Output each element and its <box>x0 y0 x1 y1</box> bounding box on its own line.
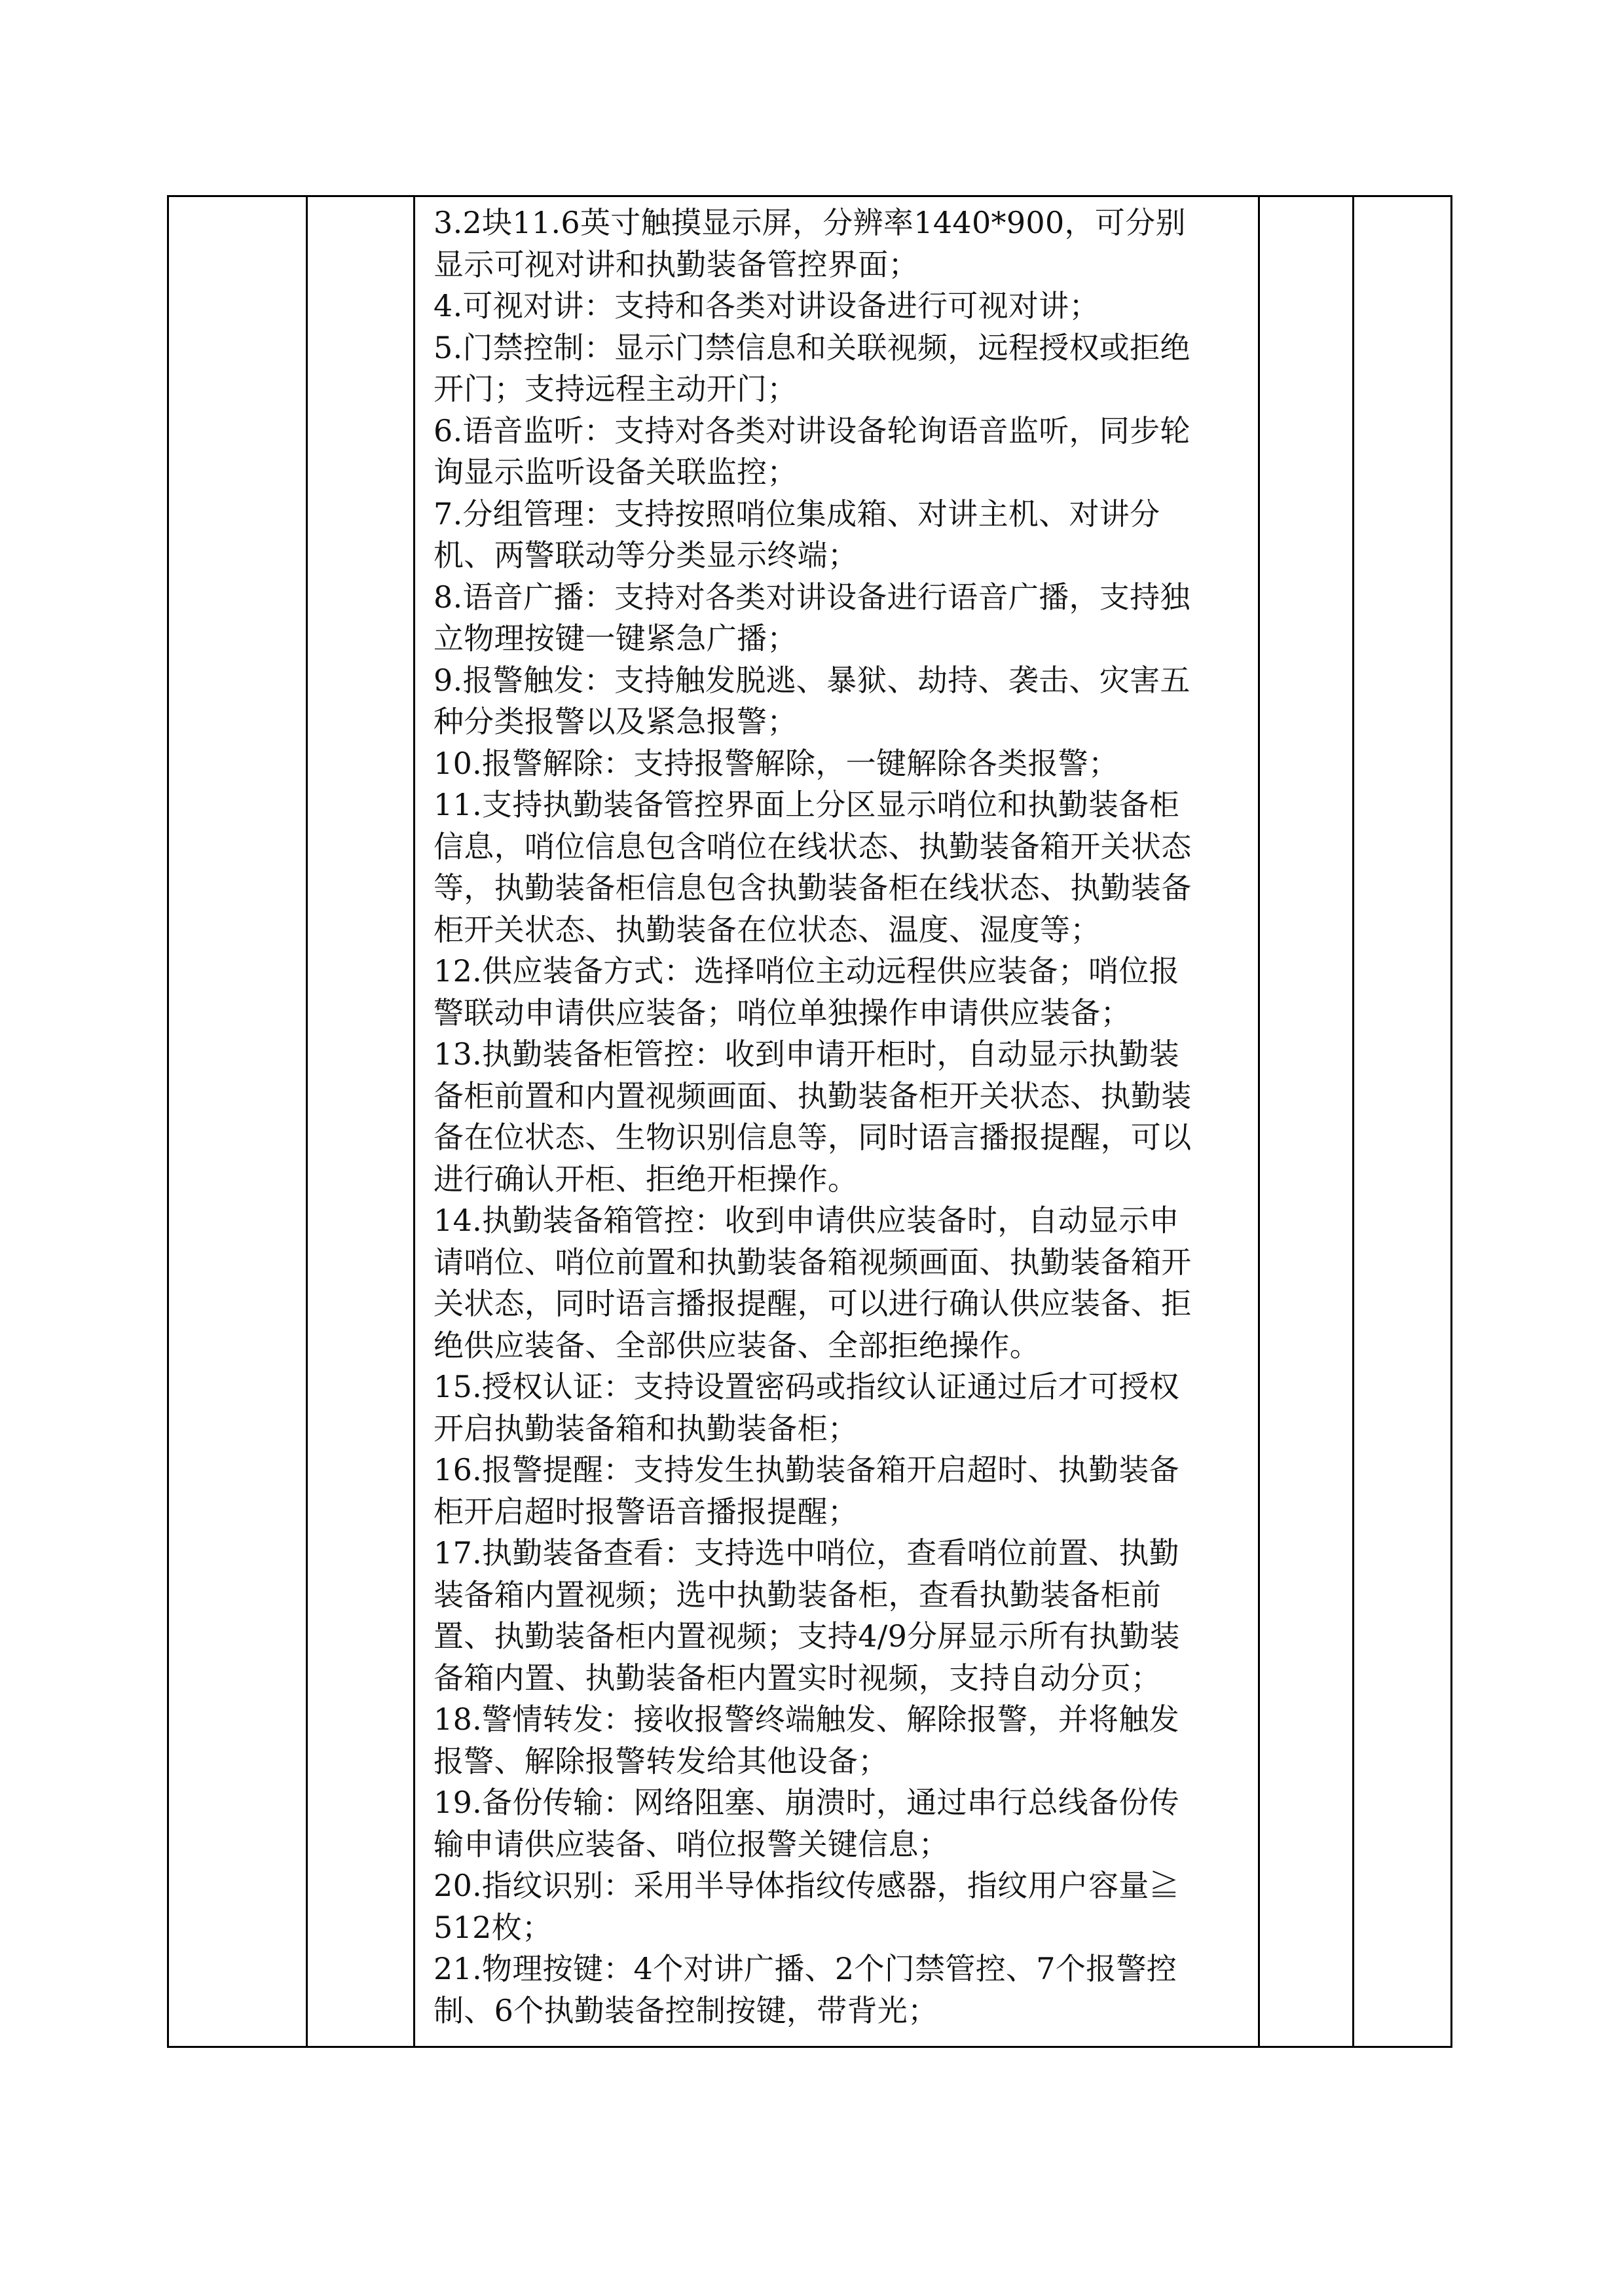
description-line: 备在位状态、生物识别信息等，同时语言播报提醒，可以 <box>434 1120 1192 1155</box>
description-line: 置、执勤装备柜内置视频；支持4/9分屏显示所有执勤装 <box>434 1618 1180 1654</box>
description-line: 立物理按键一键紧急广播； <box>434 621 798 656</box>
description-line: 柜开关状态、执勤装备在位状态、温度、湿度等； <box>434 911 1101 947</box>
description-line: 4.可视对讲：支持和各类对讲设备进行可视对讲； <box>434 288 1099 323</box>
table-row <box>168 196 1452 2047</box>
description-line: 6.语音监听：支持对各类对讲设备轮询语音监听，同步轮 <box>434 412 1190 448</box>
description-line: 输申请供应装备、哨位报警关键信息； <box>434 1826 950 1862</box>
description-line: 制、6个执勤装备控制按键，带背光； <box>434 1992 938 2028</box>
description-line: 9.报警触发：支持触发脱逃、暴狱、劫持、袭击、灾害五 <box>434 662 1190 698</box>
description-line: 显示可视对讲和执勤装备管控界面； <box>434 246 919 282</box>
description-line: 7.分组管理：支持按照哨位集成箱、对讲主机、对讲分 <box>434 496 1160 532</box>
description-line: 11.支持执勤装备管控界面上分区显示哨位和执勤装备柜 <box>434 787 1179 822</box>
description-line: 关状态，同时语言播报提醒，可以进行确认供应装备、拒 <box>434 1286 1192 1321</box>
description-line: 装备箱内置视频；选中执勤装备柜，查看执勤装备柜前 <box>434 1576 1162 1613</box>
description-line: 8.语音广播：支持对各类对讲设备进行语音广播，支持独 <box>434 579 1190 615</box>
description-line: 种分类报警以及紧急报警； <box>434 704 798 739</box>
empty-cell-index <box>168 196 307 2047</box>
description-line: 请哨位、哨位前置和执勤装备箱视频画面、执勤装备箱开 <box>434 1244 1192 1280</box>
description-line: 报警、解除报警转发给其他设备； <box>434 1743 889 1779</box>
empty-cell-quantity <box>1259 196 1354 2047</box>
description-line: 21.物理按键：4个对讲广播、2个门禁管控、7个报警控 <box>434 1951 1177 1986</box>
description-line: 警联动申请供应装备；哨位单独操作申请供应装备； <box>434 994 1131 1030</box>
description-line: 5.门禁控制：显示门禁信息和关联视频，远程授权或拒绝 <box>434 329 1190 365</box>
spec-table <box>167 195 1452 2048</box>
description-line: 12.供应装备方式：选择哨位主动远程供应装备；哨位报 <box>434 953 1179 989</box>
description-line: 开门；支持远程主动开门； <box>434 371 798 407</box>
description-line: 20.指纹识别：采用半导体指纹传感器，指纹用户容量≧ <box>434 1868 1179 1903</box>
description-lines <box>434 202 1245 2032</box>
description-line: 18.警情转发：接收报警终端触发、解除报警，并将触发 <box>434 1702 1179 1737</box>
description-line: 备箱内置、执勤装备柜内置实时视频，支持自动分页； <box>434 1660 1162 1696</box>
description-line: 3.2块11.6英寸触摸显示屏，分辨率1440*900，可分别 <box>434 205 1186 240</box>
description-line: 进行确认开柜、拒绝开柜操作。 <box>434 1161 858 1197</box>
description-line: 备柜前置和内置视频画面、执勤装备柜开关状态、执勤装 <box>434 1078 1192 1114</box>
description-line: 绝供应装备、全部供应装备、全部拒绝操作。 <box>434 1327 1040 1363</box>
description-line: 15.授权认证：支持设置密码或指纹认证通过后才可授权 <box>434 1369 1179 1404</box>
description-line: 机、两警联动等分类显示终端； <box>434 538 858 573</box>
description-line: 等，执勤装备柜信息包含执勤装备柜在线状态、执勤装备 <box>434 870 1192 905</box>
description-line: 10.报警解除：支持报警解除，一键解除各类报警； <box>434 745 1119 781</box>
description-line: 柜开启超时报警语音播报提醒； <box>434 1493 858 1529</box>
description-line: 询显示监听设备关联监控； <box>434 454 798 490</box>
description-line: 19.备份传输：网络阻塞、崩溃时，通过串行总线备份传 <box>434 1785 1179 1820</box>
description-cell <box>415 196 1259 2047</box>
description-line: 17.执勤装备查看：支持选中哨位，查看哨位前置、执勤 <box>434 1535 1179 1571</box>
description-line: 14.执勤装备箱管控：收到申请供应装备时，自动显示申 <box>434 1203 1179 1238</box>
description-line: 13.执勤装备柜管控：收到申请开柜时，自动显示执勤装 <box>434 1036 1179 1072</box>
description-line: 16.报警提醒：支持发生执勤装备箱开启超时、执勤装备 <box>434 1452 1179 1487</box>
description-line: 开启执勤装备箱和执勤装备柜； <box>434 1410 858 1446</box>
description-line: 512枚； <box>434 1909 553 1945</box>
description-line: 信息，哨位信息包含哨位在线状态、执勤装备箱开关状态 <box>434 828 1192 864</box>
empty-cell-remark <box>1354 196 1452 2047</box>
empty-cell-name <box>307 196 415 2047</box>
